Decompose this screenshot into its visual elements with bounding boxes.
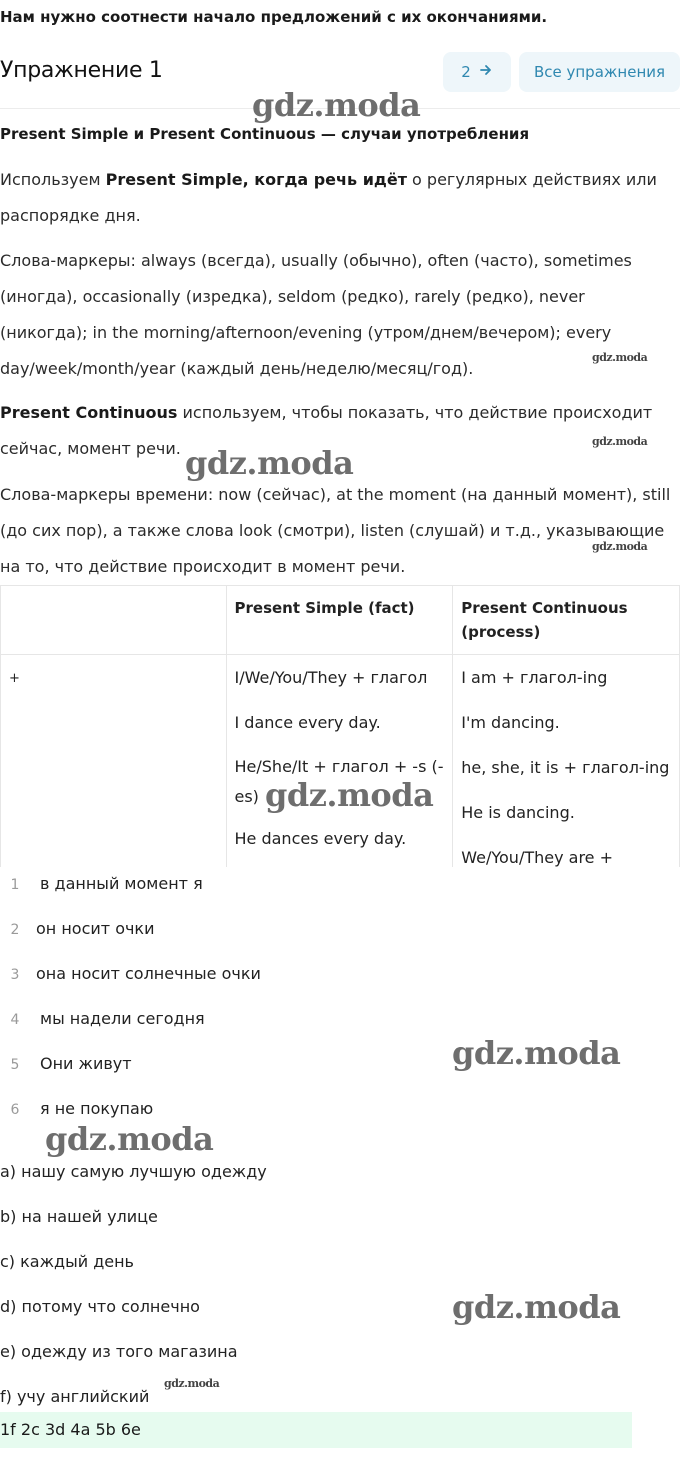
watermark: gdz.moda: [265, 776, 434, 814]
table-cell-line: I'm dancing.: [461, 713, 560, 732]
table-header-cell: Present Continuous (process): [453, 586, 680, 655]
table-header-cell: Present Simple (fact): [226, 586, 453, 655]
task-intro: Нам нужно соотнести начало предложений с их окончаниями.: [0, 8, 548, 26]
watermark: gdz.moda: [164, 1377, 220, 1390]
list-item: 3 она носит солнечные очки: [10, 964, 261, 983]
theory-paragraph-2: Слова-маркеры: always (всегда), usually (обычно), often (часто), sometimes (иногда), occasionally (изредка), seldom (редко), rarely (редко), never (никогда); in the morning/afternoon/evening (утром/днем/вечером); every day/week/month/year (каждый день/неделю/месяц/год).: [0, 251, 632, 378]
table-cell-line: He is dancing.: [461, 803, 575, 822]
all-exercises-button[interactable]: Все упражнения: [519, 52, 680, 92]
grammar-table: [0, 585, 680, 867]
table-header-row: [1, 586, 680, 655]
divider: [0, 108, 680, 109]
watermark: gdz.moda: [252, 86, 421, 124]
table-cell-line: We/You/They are +: [461, 848, 614, 867]
arrow-right-icon: [479, 63, 493, 81]
table-cell-line: I am + глагол-ing: [461, 668, 608, 687]
watermark: gdz.moda: [592, 351, 648, 364]
next-exercise-label: 2: [461, 63, 471, 81]
grammar-table-container: [0, 585, 680, 867]
list-item: 6 я не покупаю: [10, 1099, 154, 1118]
theory-paragraph-4: Слова-маркеры времени: now (сейчас), at the moment (на данный момент), still (до сих пор), а также слова look (смотри), listen (слушай) и т.д., указывающие на то, что действие происходит в момент речи.: [0, 485, 671, 576]
table-cell-line: he, she, it is + глагол-ing: [461, 758, 670, 777]
list-item: a) нашу самую лучшую одежду: [0, 1162, 267, 1181]
answer-box: 1f 2c 3d 4a 5b 6e: [0, 1412, 632, 1448]
table-header-cell: [1, 586, 227, 655]
watermark: gdz.moda: [452, 1034, 621, 1072]
list-item: 5 Они живут: [10, 1054, 132, 1073]
list-item: f) учу английский: [0, 1387, 150, 1406]
list-item: 4 мы надели сегодня: [10, 1009, 205, 1028]
table-cell-line: I/We/You/They + глагол: [234, 668, 428, 687]
watermark: gdz.moda: [592, 435, 648, 448]
watermark: gdz.moda: [592, 540, 648, 553]
list-item: c) каждый день: [0, 1252, 134, 1271]
watermark: gdz.moda: [452, 1288, 621, 1326]
theory-heading: Present Simple и Present Continuous — случаи употребления: [0, 125, 530, 143]
table-cell-sign: +: [1, 655, 227, 868]
list-item: 2 он носит очки: [10, 919, 155, 938]
table-cell-line: He dances every day.: [234, 829, 407, 848]
table-cell-line: He/She/It + глагол + -s (-es): [234, 757, 444, 806]
table-cell-continuous: [453, 655, 680, 868]
table-cell-line: I dance every day.: [234, 713, 381, 732]
list-item: e) одежду из того магазина: [0, 1342, 238, 1361]
list-item: b) на нашей улице: [0, 1207, 158, 1226]
theory-paragraph-1: Используем Present Simple, когда речь идёт о регулярных действиях или распорядке дня.: [0, 170, 657, 225]
list-item: d) потому что солнечно: [0, 1297, 200, 1316]
list-item: 1 в данный момент я: [10, 874, 203, 893]
table-row: [1, 655, 680, 868]
next-exercise-button[interactable]: [443, 52, 511, 92]
exercise-title: Упражнение 1: [0, 58, 163, 83]
watermark: gdz.moda: [45, 1120, 214, 1158]
watermark: gdz.moda: [185, 444, 354, 482]
theory-paragraph-3: Present Continuous используем, чтобы показать, что действие происходит сейчас, момент речи.: [0, 403, 653, 458]
table-cell-simple: [226, 655, 453, 868]
